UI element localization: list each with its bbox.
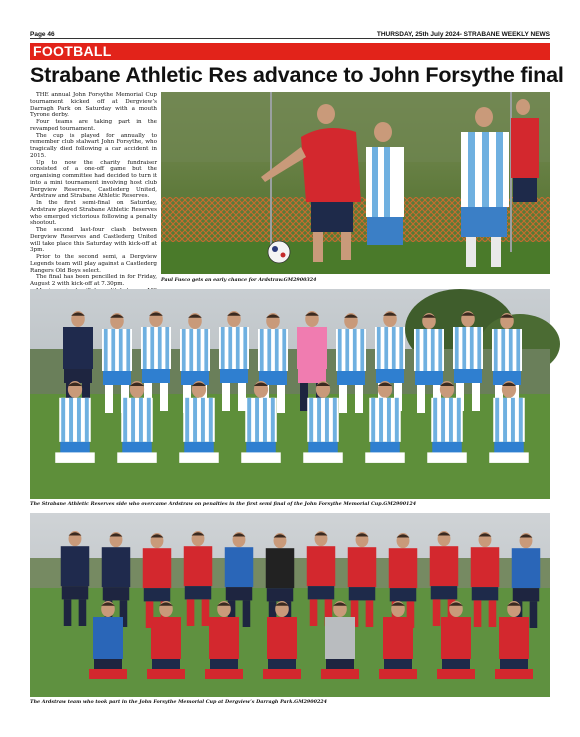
headline: Strabane Athletic Res advance to John Forsythe final — [30, 63, 564, 87]
article-paragraph: The cup is played for annually to remember club stalwart John Forsythe, who tragically died following a car accident in 2015. — [30, 132, 157, 159]
ardstraw-team-caption: The Ardstraw team who took part in the John Forsythe Memorial Cup at Dergview’s Darragh Park.GM2900224 — [30, 699, 327, 705]
article-paragraph: In the first semi-final on Saturday, Ardstraw played Strabane Athletic Reserves who emerged victorious following a penalty shootout. — [30, 200, 157, 227]
section-label: FOOTBALL — [30, 43, 550, 60]
action-photo — [161, 92, 550, 274]
strabane-team-caption: The Strabane Athletic Reserves side who overcame Ardstraw on penalties in the first semi final of the John Forsythe Memorial Cup.GM2900124 — [30, 501, 417, 507]
article-paragraph: Four teams are taking part in the revamped tournament. — [30, 119, 157, 132]
article-paragraph: Up to now the charity fundraiser consisted of a one-off game but the organising committee had decided to turn it into a mini tournament involving host club Dergview Reserves, Castlederg United, Ardstraw and Strabane Athletic Reserves. — [30, 159, 157, 200]
page-header — [30, 26, 550, 38]
action-photo-caption: Paul Fusco gets an early chance for Ardstraw.GM2900324 — [161, 277, 317, 283]
article-paragraph: The final has been pencilled in for Friday, August 2 with kick-off at 7.30pm. — [30, 274, 157, 287]
article-paragraph: THE annual John Forsythe Memorial Cup tournament kicked off at Dergview’s Darragh Park on Saturday with a mouth Tyrone derby. — [30, 92, 157, 119]
strabane-team-photo — [30, 289, 550, 499]
article-paragraph: The second last-four clash between Dergview Reserves and Castlederg United will take place this Saturday with kick-off at 3pm. — [30, 227, 157, 254]
article-body — [30, 92, 157, 287]
page-number: Page 46 — [30, 31, 55, 38]
article-paragraph: Prior to the second semi, a Dergview Legends team will play against a Castlederg Rangers Old Boys select. — [30, 254, 157, 274]
issue-date: THURSDAY, 25th July 2024- STRABANE WEEKLY NEWS — [376, 31, 550, 38]
ardstraw-team-photo — [30, 513, 550, 697]
header-rule — [30, 38, 550, 39]
